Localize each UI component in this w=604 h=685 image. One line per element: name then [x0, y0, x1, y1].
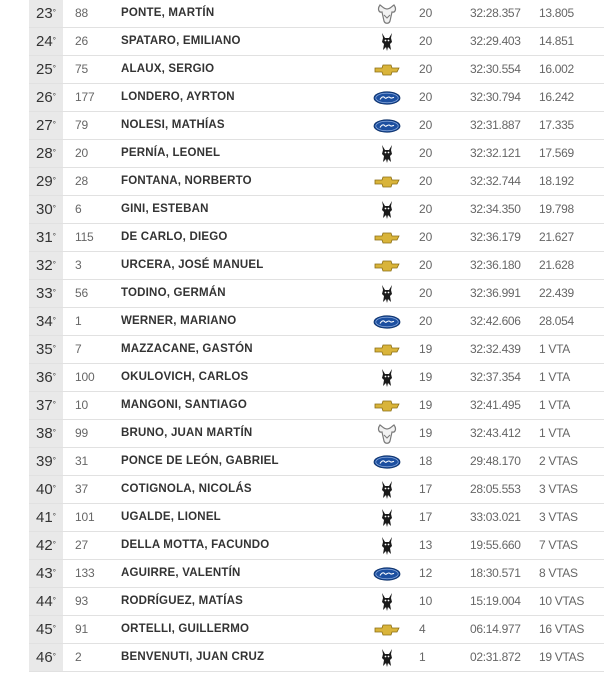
gap-to-leader: 28.054 [539, 314, 574, 328]
position-number: 29 [36, 173, 53, 190]
laps-count: 10 [419, 594, 433, 608]
race-time: 32:32.121 [470, 146, 521, 160]
laps-count: 20 [419, 202, 433, 216]
race-time: 06:14.977 [470, 622, 521, 636]
ordinal-suffix: ° [52, 512, 56, 521]
position-cell [29, 532, 63, 559]
position-cell [29, 280, 63, 307]
race-time: 32:29.403 [470, 34, 521, 48]
race-time: 02:31.872 [470, 650, 521, 664]
ordinal-suffix: ° [52, 484, 56, 493]
position-number: 40 [36, 481, 53, 498]
laps-count: 4 [419, 622, 426, 636]
gap-to-leader: 2 VTAS [539, 454, 578, 468]
position-number: 41 [36, 509, 53, 526]
position-cell [29, 308, 63, 335]
position-number: 33 [36, 285, 53, 302]
position-divider [63, 28, 69, 55]
gap-to-leader: 14.851 [539, 34, 574, 48]
race-time: 32:43.412 [470, 426, 521, 440]
chevrolet-bowtie-icon [371, 336, 403, 363]
position-divider [63, 644, 69, 671]
ford-oval-icon [371, 560, 403, 587]
gap-to-leader: 1 VTA [539, 398, 570, 412]
race-time: 32:36.991 [470, 286, 521, 300]
driver-name: BRUNO, JUAN MARTÍN [121, 427, 253, 439]
ordinal-suffix: ° [52, 540, 56, 549]
car-number: 28 [75, 174, 88, 188]
torino-bull-icon [371, 532, 403, 559]
race-time: 32:30.554 [470, 62, 521, 76]
car-number: 75 [75, 62, 88, 76]
driver-name: MANGONI, SANTIAGO [121, 399, 248, 411]
position-cell [29, 560, 63, 587]
ordinal-suffix: ° [52, 148, 56, 157]
position-number: 24 [36, 33, 53, 50]
car-number: 133 [75, 566, 95, 580]
ford-oval-icon [371, 308, 403, 335]
position-cell [29, 476, 63, 503]
torino-bull-icon [371, 644, 403, 671]
results-table [29, 0, 604, 672]
laps-count: 20 [419, 174, 433, 188]
ordinal-suffix: ° [52, 92, 56, 101]
chevrolet-bowtie-icon [371, 224, 403, 251]
table-row [29, 336, 604, 364]
gap-to-leader: 16 VTAS [539, 622, 585, 636]
position-divider [63, 336, 69, 363]
laps-count: 20 [419, 118, 433, 132]
ford-oval-icon [371, 112, 403, 139]
position-divider [63, 224, 69, 251]
driver-name: BENVENUTI, JUAN CRUZ [121, 651, 265, 663]
table-row [29, 588, 604, 616]
position-divider [63, 392, 69, 419]
ordinal-suffix: ° [52, 428, 56, 437]
table-row [29, 476, 604, 504]
position-cell [29, 140, 63, 167]
car-number: 177 [75, 90, 95, 104]
chevrolet-bowtie-icon [371, 56, 403, 83]
laps-count: 20 [419, 62, 433, 76]
position-divider [63, 252, 69, 279]
car-number: 56 [75, 286, 88, 300]
table-row [29, 364, 604, 392]
table-row [29, 616, 604, 644]
driver-name: PERNÍA, LEONEL [121, 147, 221, 159]
gap-to-leader: 17.569 [539, 146, 574, 160]
position-divider [63, 168, 69, 195]
ordinal-suffix: ° [52, 400, 56, 409]
position-number: 28 [36, 145, 53, 162]
ordinal-suffix: ° [52, 8, 56, 17]
ordinal-suffix: ° [52, 36, 56, 45]
table-row [29, 504, 604, 532]
table-row [29, 420, 604, 448]
position-number: 38 [36, 425, 53, 442]
ford-oval-icon [371, 448, 403, 475]
table-row [29, 644, 604, 672]
table-row [29, 0, 604, 28]
car-number: 37 [75, 482, 88, 496]
laps-count: 19 [419, 370, 433, 384]
position-cell [29, 224, 63, 251]
table-row [29, 560, 604, 588]
gap-to-leader: 7 VTAS [539, 538, 578, 552]
position-number: 30 [36, 201, 53, 218]
laps-count: 20 [419, 6, 433, 20]
car-number: 93 [75, 594, 88, 608]
driver-name: GINI, ESTEBAN [121, 203, 209, 215]
car-number: 101 [75, 510, 95, 524]
torino-bull-icon [371, 364, 403, 391]
table-row [29, 28, 604, 56]
position-cell [29, 112, 63, 139]
position-divider [63, 308, 69, 335]
ordinal-suffix: ° [52, 120, 56, 129]
position-number: 34 [36, 313, 53, 330]
driver-name: URCERA, JOSÉ MANUEL [121, 259, 264, 271]
laps-count: 17 [419, 482, 433, 496]
torino-bull-icon [371, 280, 403, 307]
gap-to-leader: 13.805 [539, 6, 574, 20]
position-cell [29, 84, 63, 111]
laps-count: 1 [419, 650, 426, 664]
laps-count: 19 [419, 426, 433, 440]
position-cell [29, 364, 63, 391]
position-divider [63, 616, 69, 643]
driver-name: ALAUX, SERGIO [121, 63, 215, 75]
driver-name: COTIGNOLA, NICOLÁS [121, 483, 252, 495]
gap-to-leader: 22.439 [539, 286, 574, 300]
position-cell [29, 588, 63, 615]
race-time: 32:42.606 [470, 314, 521, 328]
ordinal-suffix: ° [52, 316, 56, 325]
car-number: 20 [75, 146, 88, 160]
driver-name: SPATARO, EMILIANO [121, 35, 241, 47]
race-time: 33:03.021 [470, 510, 521, 524]
position-cell [29, 0, 63, 27]
laps-count: 12 [419, 566, 433, 580]
ordinal-suffix: ° [52, 652, 56, 661]
position-number: 37 [36, 397, 53, 414]
ordinal-suffix: ° [52, 624, 56, 633]
chevrolet-bowtie-icon [371, 168, 403, 195]
race-time: 32:36.179 [470, 230, 521, 244]
car-number: 31 [75, 454, 88, 468]
table-row [29, 196, 604, 224]
table-row [29, 532, 604, 560]
position-cell [29, 420, 63, 447]
gap-to-leader: 17.335 [539, 118, 574, 132]
table-row [29, 448, 604, 476]
ordinal-suffix: ° [52, 64, 56, 73]
gap-to-leader: 19 VTAS [539, 650, 585, 664]
position-divider [63, 532, 69, 559]
position-divider [63, 448, 69, 475]
position-divider [63, 112, 69, 139]
gap-to-leader: 21.628 [539, 258, 574, 272]
position-divider [63, 588, 69, 615]
position-divider [63, 280, 69, 307]
race-time: 32:36.180 [470, 258, 521, 272]
race-time: 19:55.660 [470, 538, 521, 552]
car-number: 2 [75, 650, 82, 664]
laps-count: 20 [419, 230, 433, 244]
torino-bull-icon [371, 196, 403, 223]
driver-name: PONTE, MARTÍN [121, 7, 215, 19]
table-row [29, 140, 604, 168]
ordinal-suffix: ° [52, 596, 56, 605]
table-row [29, 308, 604, 336]
position-divider [63, 504, 69, 531]
race-time: 28:05.553 [470, 482, 521, 496]
car-number: 100 [75, 370, 95, 384]
car-number: 26 [75, 34, 88, 48]
table-row [29, 224, 604, 252]
driver-name: ORTELLI, GUILLERMO [121, 623, 250, 635]
driver-name: AGUIRRE, VALENTÍN [121, 567, 241, 579]
driver-name: RODRÍGUEZ, MATÍAS [121, 595, 244, 607]
laps-count: 20 [419, 146, 433, 160]
position-number: 25 [36, 61, 53, 78]
laps-count: 19 [419, 398, 433, 412]
gap-to-leader: 1 VTA [539, 342, 570, 356]
driver-name: MAZZACANE, GASTÓN [121, 343, 253, 355]
torino-bull-icon [371, 28, 403, 55]
table-row [29, 168, 604, 196]
position-number: 31 [36, 229, 53, 246]
driver-name: WERNER, MARIANO [121, 315, 237, 327]
position-divider [63, 140, 69, 167]
table-row [29, 56, 604, 84]
laps-count: 19 [419, 342, 433, 356]
car-number: 6 [75, 202, 82, 216]
race-time: 15:19.004 [470, 594, 521, 608]
position-divider [63, 84, 69, 111]
driver-name: NOLESI, MATHÍAS [121, 119, 225, 131]
position-number: 35 [36, 341, 53, 358]
laps-count: 20 [419, 90, 433, 104]
dodge-ram-icon [371, 420, 403, 447]
ordinal-suffix: ° [52, 456, 56, 465]
car-number: 3 [75, 258, 82, 272]
position-cell [29, 616, 63, 643]
ordinal-suffix: ° [52, 344, 56, 353]
car-number: 10 [75, 398, 88, 412]
car-number: 88 [75, 6, 88, 20]
gap-to-leader: 10 VTAS [539, 594, 585, 608]
position-number: 39 [36, 453, 53, 470]
position-number: 36 [36, 369, 53, 386]
race-time: 32:30.794 [470, 90, 521, 104]
race-time: 32:34.350 [470, 202, 521, 216]
chevrolet-bowtie-icon [371, 392, 403, 419]
position-divider [63, 364, 69, 391]
gap-to-leader: 18.192 [539, 174, 574, 188]
position-number: 27 [36, 117, 53, 134]
car-number: 91 [75, 622, 88, 636]
torino-bull-icon [371, 140, 403, 167]
race-time: 32:37.354 [470, 370, 521, 384]
race-time: 32:32.439 [470, 342, 521, 356]
car-number: 27 [75, 538, 88, 552]
car-number: 115 [75, 230, 94, 244]
position-cell [29, 56, 63, 83]
position-cell [29, 448, 63, 475]
gap-to-leader: 16.242 [539, 90, 574, 104]
ordinal-suffix: ° [52, 372, 56, 381]
position-divider [63, 0, 69, 27]
position-cell [29, 252, 63, 279]
ordinal-suffix: ° [52, 260, 56, 269]
driver-name: DELLA MOTTA, FACUNDO [121, 539, 270, 551]
gap-to-leader: 1 VTA [539, 426, 570, 440]
ordinal-suffix: ° [52, 232, 56, 241]
ordinal-suffix: ° [52, 176, 56, 185]
position-cell [29, 392, 63, 419]
driver-name: UGALDE, LIONEL [121, 511, 221, 523]
position-number: 46 [36, 649, 53, 666]
chevrolet-bowtie-icon [371, 252, 403, 279]
torino-bull-icon [371, 504, 403, 531]
position-cell [29, 644, 63, 671]
ford-oval-icon [371, 84, 403, 111]
race-time: 32:31.887 [470, 118, 521, 132]
position-cell [29, 196, 63, 223]
position-number: 26 [36, 89, 53, 106]
table-row [29, 252, 604, 280]
driver-name: FONTANA, NORBERTO [121, 175, 252, 187]
race-time: 32:28.357 [470, 6, 521, 20]
laps-count: 17 [419, 510, 433, 524]
position-cell [29, 336, 63, 363]
ordinal-suffix: ° [52, 568, 56, 577]
race-time: 32:41.495 [470, 398, 521, 412]
position-cell [29, 168, 63, 195]
table-row [29, 280, 604, 308]
laps-count: 18 [419, 454, 433, 468]
driver-name: PONCE DE LEÓN, GABRIEL [121, 455, 279, 467]
position-number: 43 [36, 565, 53, 582]
position-divider [63, 476, 69, 503]
chevrolet-bowtie-icon [371, 616, 403, 643]
race-time: 18:30.571 [470, 566, 521, 580]
ordinal-suffix: ° [52, 204, 56, 213]
gap-to-leader: 1 VTA [539, 370, 570, 384]
position-number: 23 [36, 5, 53, 22]
dodge-ram-icon [371, 0, 403, 27]
position-number: 32 [36, 257, 53, 274]
position-divider [63, 560, 69, 587]
driver-name: OKULOVICH, CARLOS [121, 371, 249, 383]
laps-count: 20 [419, 286, 433, 300]
car-number: 1 [75, 314, 82, 328]
table-row [29, 84, 604, 112]
laps-count: 20 [419, 258, 433, 272]
table-row [29, 392, 604, 420]
car-number: 79 [75, 118, 88, 132]
position-number: 44 [36, 593, 53, 610]
gap-to-leader: 3 VTAS [539, 482, 578, 496]
table-row [29, 112, 604, 140]
position-cell [29, 28, 63, 55]
driver-name: DE CARLO, DIEGO [121, 231, 228, 243]
driver-name: LONDERO, AYRTON [121, 91, 235, 103]
car-number: 7 [75, 342, 82, 356]
position-number: 42 [36, 537, 53, 554]
torino-bull-icon [371, 476, 403, 503]
laps-count: 20 [419, 34, 433, 48]
gap-to-leader: 19.798 [539, 202, 574, 216]
laps-count: 13 [419, 538, 433, 552]
driver-name: TODINO, GERMÁN [121, 287, 226, 299]
position-divider [63, 196, 69, 223]
gap-to-leader: 8 VTAS [539, 566, 578, 580]
car-number: 99 [75, 426, 88, 440]
gap-to-leader: 16.002 [539, 62, 574, 76]
position-divider [63, 56, 69, 83]
gap-to-leader: 3 VTAS [539, 510, 578, 524]
race-time: 32:32.744 [470, 174, 521, 188]
position-number: 45 [36, 621, 53, 638]
torino-bull-icon [371, 588, 403, 615]
race-time: 29:48.170 [470, 454, 521, 468]
position-divider [63, 420, 69, 447]
ordinal-suffix: ° [52, 288, 56, 297]
gap-to-leader: 21.627 [539, 230, 574, 244]
laps-count: 20 [419, 314, 433, 328]
position-cell [29, 504, 63, 531]
